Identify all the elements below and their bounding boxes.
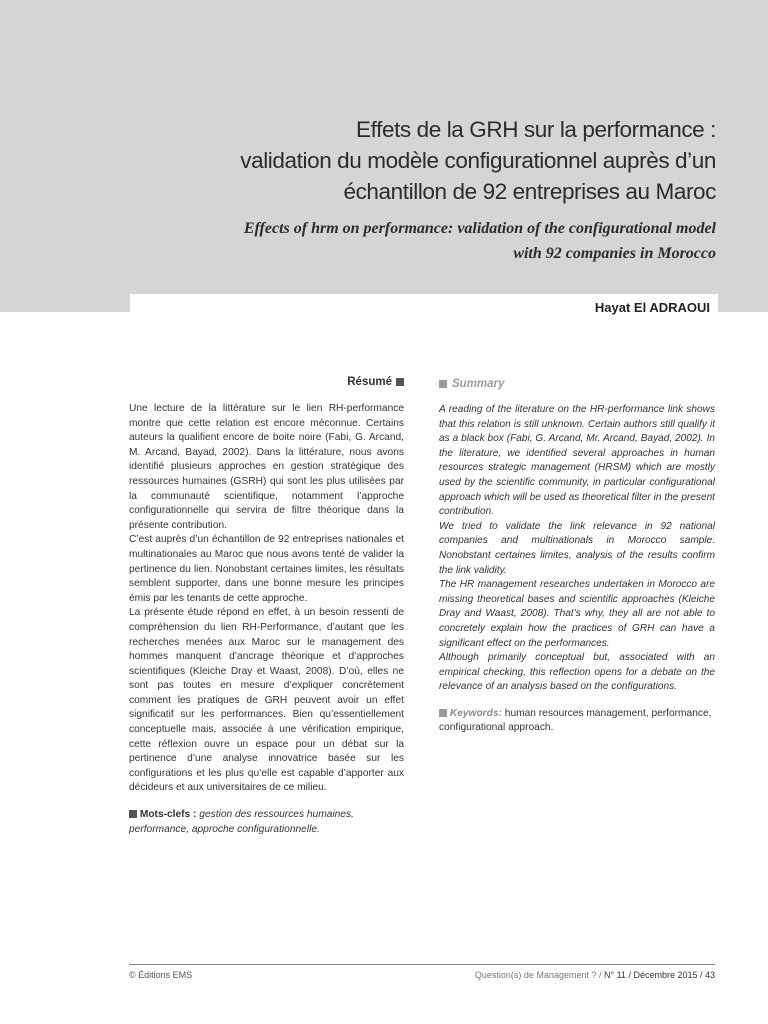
resume-keywords-label: Mots-clefs : bbox=[139, 809, 197, 821]
title-line-1: Effets de la GRH sur la performance : bbox=[356, 117, 716, 142]
author-bar bbox=[130, 294, 718, 320]
resume-paragraph-2: C’est auprès d’un échantillon de 92 entreprises nationales et multinationales au Maroc que nous avons tenté de valider la pertinence du lien. Nonobstant certaines limites, les résultats semblent supporter, dans une bonne mesure les principes émis par les tenants de cette approche. bbox=[129, 534, 404, 604]
subtitle-line-2: with 92 companies in Morocco bbox=[513, 245, 716, 262]
resume-paragraph-3: La présente étude répond en effet, à un besoin ressenti de compréhension du lien RH-Performance, d’autant que les recherches menées aux Maroc sur le management des hommes manquent d’ancrage théorique et d’approches scientifiques (Kleiche Dray et Waast, 2008). D’où, elles ne sont pas toutes en mesure d’expliquer concrètement comment les pratiques de GRH peuvent avoir un effet significatif sur les performances. Bien qu’essentiellement conceptuelle mais, associée à une vérification empirique, cette réflexion ouvre un espace pour un débat sur la pertinence d’une analyse innovatrice basée sur les configurations et les plus qu’elle est capable d’apporter aux décideurs et aux universitaires de ce milieu. bbox=[129, 607, 404, 794]
footer-divider bbox=[129, 964, 715, 965]
square-bullet-icon bbox=[129, 810, 137, 818]
footer-citation bbox=[475, 970, 715, 980]
summary-keywords-values: human resources management, performance, configurational approach. bbox=[439, 707, 712, 734]
summary-paragraph-2: We tried to validate the link relevance in 92 national companies and multinationals in Morocco sample. Nonobstant certaines limites, analysis of the results confirm the link validity. bbox=[439, 520, 715, 576]
resume-keywords bbox=[129, 808, 404, 837]
summary-column bbox=[439, 378, 715, 736]
square-bullet-icon bbox=[439, 709, 447, 717]
resume-heading-label: Résumé bbox=[347, 376, 392, 388]
article-subtitle bbox=[76, 216, 716, 266]
footer-issue-page: N° 11 / Décembre 2015 / 43 bbox=[604, 970, 715, 980]
footer-journal: Question(s) de Management ? / bbox=[474, 970, 602, 980]
square-bullet-icon bbox=[439, 380, 447, 388]
subtitle-line-1: Effects of hrm on performance: validation of the configurational model bbox=[243, 220, 716, 237]
title-line-2: validation du modèle configurationnel auprès d’un bbox=[240, 148, 716, 173]
summary-heading bbox=[439, 378, 715, 390]
summary-keywords-label: Keywords: bbox=[449, 707, 502, 719]
author-name: Hayat El ADRAOUI bbox=[594, 300, 710, 315]
summary-paragraph-1: A reading of the literature on the HR-performance link shows that this relation is still unknown. Certain authors still qualify it as a black box (Fabi, G. Arcand, Mr. Arcand, Bayad, 2002). In the literature, we identified several approaches in human resources strategic management (HRSM) which are mostly used by the scientific community, in particular configurational approach which will be used as theoretical filter in the present contribution. bbox=[439, 404, 715, 518]
article-title bbox=[116, 114, 716, 207]
summary-paragraph-3: The HR management researches undertaken in Morocco are missing theoretical bases and scientific approaches (Kleiche Dray and Waast, 2008). That’s why, they all are not able to concretely explain how the practices of GRH can have a significant effect on the performances. bbox=[439, 579, 715, 649]
resume-heading bbox=[129, 376, 404, 388]
summary-heading-label: Summary bbox=[452, 378, 505, 390]
resume-paragraph-1: Une lecture de la littérature sur le lien RH-performance montre que cette relation est encore méconnue. Certains auteurs la qualifient encore de boite noire (Fabi, G. Arcand, M. Arcand, Bayad, 2002). Dans la littérature, nous avons identifié plusieurs approches en gestion stratégique des ressources humaines (GSRH) qui sont les plus utilisées par la communauté scientifique, notamment l’approche configurationnelle qui servira de filtre théorique dans la présente contribution. bbox=[129, 403, 404, 531]
title-line-3: échantillon de 92 entreprises au Maroc bbox=[343, 179, 716, 204]
resume-keywords-values: gestion des ressources humaines, performance, approche configurationnelle. bbox=[129, 809, 354, 835]
footer-publisher: © Éditions EMS bbox=[129, 970, 193, 980]
square-bullet-icon bbox=[396, 378, 404, 386]
resume-column bbox=[129, 376, 404, 837]
summary-paragraph-4: Although primarily conceptual but, associated with an empirical checking, this reflection opens for a debate on the relevance of an analysis based on the configurations. bbox=[439, 652, 715, 693]
summary-keywords bbox=[439, 707, 715, 736]
